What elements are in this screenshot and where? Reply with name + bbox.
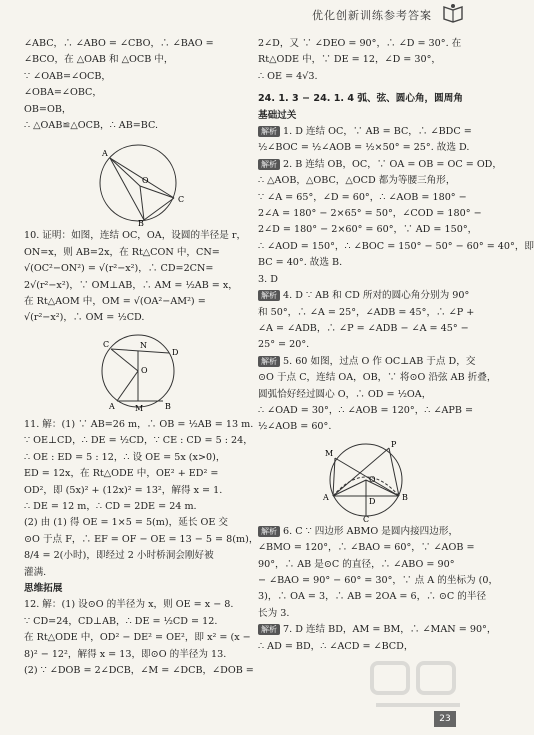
fig-label: A <box>102 149 108 159</box>
figure-circle-2 <box>83 329 193 415</box>
fig-label: A <box>323 492 329 502</box>
text-line: ∵ ∠A = 65°，∠D = 60°，∴ ∠AOB = 180° − <box>258 191 467 203</box>
text-line: ∴ △AOB，△OBC，△OCD 都为等腰三角形， <box>258 175 456 187</box>
fig-label: B <box>138 219 144 229</box>
text-line: 90°，∴ AB 是⊙C 的直径，∴ ∠ABO = 90° <box>258 558 455 570</box>
answer-5: 解析 5. 60 如图，过点 O 作 OC⊥AB 于点 D，交 <box>258 354 474 370</box>
text-line: 在 Rt△ODE 中，OD² − DE² = OE²，即 x² = (x − <box>24 632 251 644</box>
text-line: ∴ OE : ED = 5 : 12，∴ 设 OE = 5x (x>0)， <box>24 451 226 463</box>
text-line: 2∠A = 180° − 2×65° = 50°，∠COD = 180° − <box>258 208 482 220</box>
text-line: ∵ OE⊥CD，∴ DE = ½CD，∵ CE : CD = 5 : 24， <box>24 435 253 447</box>
text-line: (2) ∵ ∠DOB = 2∠DCB，∠M = ∠DCB，∠DOB = <box>24 664 254 676</box>
text-line: ∴ △OAB≌△OCB，∴ AB=BC. <box>24 120 159 132</box>
fig-label: B <box>402 492 408 502</box>
analysis-tag: 解析 <box>258 356 280 367</box>
text-line: 和 50°，∴ ∠A = 25°，∠ADB = 45°，∴ ∠P + <box>258 306 475 318</box>
text-line: ED = 12x，在 Rt△ODE 中，OE² + ED² = <box>24 468 219 480</box>
text-line: ∠ABC，∴ ∠ABO = ∠CBO，∴ ∠BAO = <box>24 38 214 49</box>
text-line: 2∠D = 180° − 2×60° = 60°，∵ AD = 150°， <box>258 224 478 236</box>
text-line: BC = 40°. 故选 B. <box>258 257 343 269</box>
text-line: ½∠BOC = ½∠AOB = ½×50° = 25°. 故选 D. <box>258 142 470 154</box>
text-line: ∠A = ∠ADB，∴ ∠P = ∠ADB − ∠A = 45° − <box>258 322 469 334</box>
section-title: 24. 1. 3 − 24. 1. 4 弧、弦、圆心角，圆周角 <box>258 93 463 105</box>
text-line: 灌满. <box>24 566 47 578</box>
page-header <box>0 0 494 28</box>
text-line: − ∠BAO = 90° − 60° = 30°，∵ 点 A 的坐标为 (0， <box>258 574 499 586</box>
text-line: 2√(r²−x²)，∵ OM⊥AB，∴ AM = ½AB = x， <box>24 279 238 291</box>
left-column <box>24 36 259 679</box>
fig-label: C <box>103 339 110 349</box>
text-line: ∴ ∠AOD = 150°，∴ ∠BOC = 150° − 50° − 60° = 40°，即 <box>258 240 534 252</box>
text-line: OD²，即 (5x)² + (12x)² = 13²，解得 x = 1. <box>24 484 223 496</box>
text-line: 11. 解：(1) ∵ AB=26 m，∴ OB = ½AB = 13 m. <box>24 418 254 430</box>
analysis-tag: 解析 <box>258 159 280 170</box>
text-line: (2) 由 (1) 得 OE = 1×5 = 5(m)，延长 OE 交 <box>24 517 228 529</box>
answer-2: 解析 2. B 连结 OB，OC，∵ OA = OB = OC = OD， <box>258 157 474 173</box>
analysis-tag: 解析 <box>258 624 280 635</box>
text-line: ON=x，则 AB=2x，在 Rt△CON 中，CN= <box>24 246 220 258</box>
text-line: 3)，∴ OA = 3，∴ AB = 2OA = 6，∴ ⊙C 的半径 <box>258 591 487 603</box>
text-line: ½∠AOB = 60°. <box>258 421 332 433</box>
analysis-tag: 解析 <box>258 290 280 301</box>
answer-6: 解析 6. C ∵ 四边形 ABMO 是圆内接四边形， <box>258 524 474 540</box>
fig-label: O <box>141 365 148 375</box>
text-line: √(OC²−ON²) = √(r²−x²)，∴ CD=2CN= <box>24 263 214 275</box>
answer-7: 解析 7. D 连结 BD，AM = BM，∴ ∠MAN = 90°， <box>258 622 474 638</box>
text-line: 25° = 20°. <box>258 339 310 351</box>
text-line: ∠BMO = 120°，∴ ∠BAO = 60°，∵ ∠AOB = <box>258 542 475 554</box>
figure-circle-1 <box>78 136 198 229</box>
text-line: ∠BCO，在 △OAB 和 △OCB 中， <box>24 54 174 66</box>
figure-circle-3 <box>301 438 431 522</box>
text-line: ∴ DE = 12 m，∴ CD = 2DE = 24 m. <box>24 500 197 512</box>
text-line: ∴ OE = 4√3. <box>258 70 318 82</box>
text-line: 12. 解：(1) 设⊙O 的半径为 x，则 OE = x − 8. <box>24 599 234 611</box>
text-line: ⊙O 于点 F，∴ EF = OF − OE = 13 − 5 = 8(m)， <box>24 533 259 545</box>
text-line: ∵ CD=24，CD⊥AB，∴ DE = ½CD = 12. <box>24 615 218 627</box>
header-title: 优化创新训练参考答案 <box>312 9 432 22</box>
text-line: 圆弧恰好经过圆心 O，∴ OD = ½OA， <box>258 388 432 400</box>
text-line: ∴ ∠OAD = 30°，∴ ∠AOB = 120°，∴ ∠APB = <box>258 404 474 416</box>
text-line: Rt△ODE 中，∵ DE = 12，∠D = 30°， <box>258 54 441 66</box>
fig-label: D <box>369 496 376 506</box>
analysis-tag: 解析 <box>258 126 280 137</box>
page-number: 23 <box>434 711 456 727</box>
fig-label: N <box>140 340 147 350</box>
section-heading-basic: 基础过关 <box>258 109 297 121</box>
fig-label: M <box>135 403 144 413</box>
fig-label: C <box>363 514 370 524</box>
answer-1: 解析 1. D 连结 OC，∵ AB = BC，∴ ∠BDC = <box>258 124 474 140</box>
text-line: OB=OB， <box>24 103 72 115</box>
text-line: 10. 证明：如图，连结 OC，OA，设圆的半径是 r， <box>24 230 247 242</box>
text-line: ∴ AD = BD，∴ ∠ACD = ∠BCD， <box>258 640 414 652</box>
answer-4: 解析 4. D ∵ AB 和 CD 所对的圆心角分别为 90° <box>258 288 474 304</box>
fig-label: D <box>172 347 179 357</box>
text-line: 8)² − 12²，解得 x = 13，即⊙O 的半径为 13. <box>24 648 227 660</box>
fig-label: M <box>325 448 334 458</box>
text-line: √(r²−x²)，∴ OM = ½CD. <box>24 312 145 324</box>
fig-label: C <box>178 195 185 205</box>
text-line: 在 Rt△AOM 中，OM = √(OA²−AM²) = <box>24 296 206 308</box>
fig-label: B <box>165 401 171 411</box>
text-line: ⊙O 于点 C，连结 OA，OB，∵ 将⊙O 沿弦 AB 折叠， <box>258 372 497 384</box>
watermark-icon <box>368 657 468 717</box>
text-line: 8/4 = 2(小时)，即经过 2 小时桥洞会刚好被 <box>24 550 214 562</box>
section-heading-extension: 思维拓展 <box>24 582 63 594</box>
fig-label: P <box>391 439 397 449</box>
answer-3: 3. D <box>258 273 278 285</box>
analysis-tag: 解析 <box>258 526 280 537</box>
book-logo-icon <box>442 3 464 23</box>
text-line: ∵ ∠OAB=∠OCB， <box>24 70 111 82</box>
text-line: ∠OBA=∠OBC， <box>24 87 102 99</box>
fig-label: O <box>369 474 376 484</box>
text-line: 长为 3. <box>258 607 290 619</box>
right-column <box>258 36 534 655</box>
fig-label: A <box>109 401 115 411</box>
fig-label: O <box>142 176 149 186</box>
text-line: 2∠D，又 ∵ ∠DEO = 90°，∴ ∠D = 30°. 在 <box>258 38 462 49</box>
